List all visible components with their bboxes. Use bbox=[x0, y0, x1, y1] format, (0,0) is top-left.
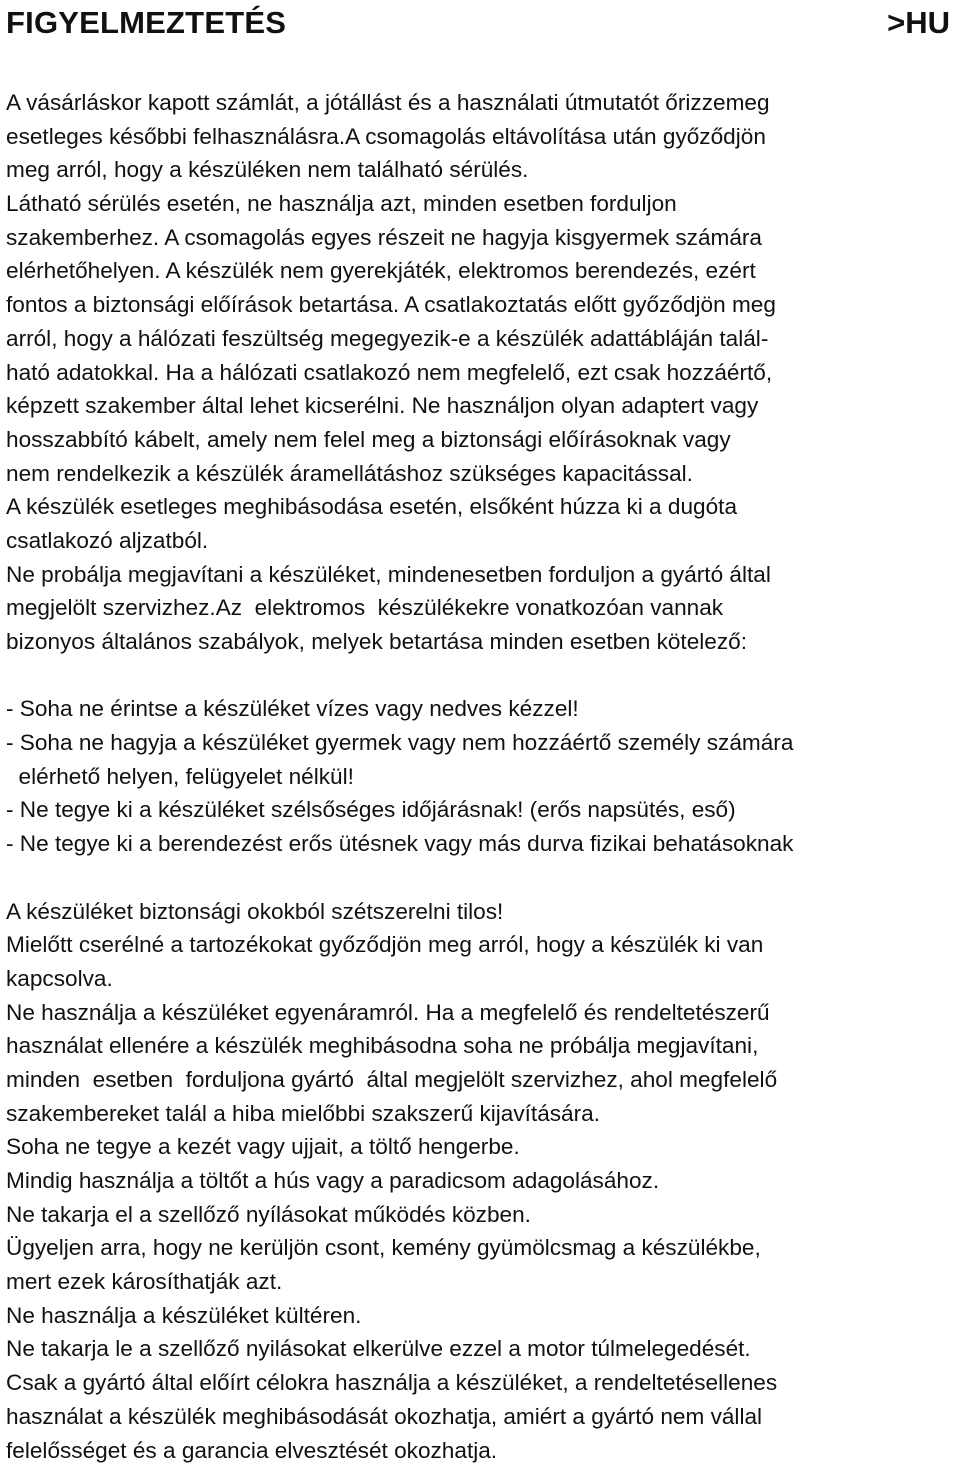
safety-rules-list bbox=[6, 692, 954, 860]
page-title: FIGYELMEZTETÉS bbox=[6, 2, 286, 44]
rule-item: - Soha ne hagyja a készüléket gyermek vagy nem hozzáértő személy számára bbox=[6, 726, 954, 760]
text-line: esetleges későbbi felhasználásra.A csomagolás eltávolítása után győződjön bbox=[6, 120, 954, 154]
text-line: képzett szakember által lehet kicserélni. Ne használjon olyan adaptert vagy bbox=[6, 389, 954, 423]
text-line: csatlakozó aljzatból. bbox=[6, 524, 954, 558]
text-line: minden esetben forduljona gyártó által megjelölt szervizhez, ahol megfelelő bbox=[6, 1063, 954, 1097]
document-body bbox=[6, 86, 954, 1467]
text-line: A vásárláskor kapott számlát, a jótállást és a használati útmutatót őrizzemeg bbox=[6, 86, 954, 120]
text-line: arról, hogy a hálózati feszültség megegyezik-e a készülék adattábláján talál- bbox=[6, 322, 954, 356]
text-line: Ne használja a készüléket egyenáramról. Ha a megfelelő és rendeltetészerű bbox=[6, 996, 954, 1030]
language-code: >HU bbox=[887, 2, 950, 44]
usage-instructions bbox=[6, 895, 954, 1467]
text-line: Mindig használja a töltőt a hús vagy a paradicsom adagolásához. bbox=[6, 1164, 954, 1198]
text-line: hosszabbító kábelt, amely nem felel meg a biztonsági előírásoknak vagy bbox=[6, 423, 954, 457]
page-header bbox=[6, 2, 950, 46]
text-line: Ne takarja el a szellőző nyílásokat működés közben. bbox=[6, 1198, 954, 1232]
text-line: Ne takarja le a szellőző nyilásokat elkerülve ezzel a motor túlmelegedését. bbox=[6, 1332, 954, 1366]
text-line: szakembereket talál a hiba mielőbbi szakszerű kijavítására. bbox=[6, 1097, 954, 1131]
paragraph-spacer bbox=[6, 659, 954, 693]
text-line: mert ezek károsíthatják azt. bbox=[6, 1265, 954, 1299]
rule-item: - Ne tegye ki a berendezést erős ütésnek vagy más durva fizikai behatásoknak bbox=[6, 827, 954, 861]
text-line: Soha ne tegye a kezét vagy ujjait, a töltő hengerbe. bbox=[6, 1130, 954, 1164]
text-line: A készülék esetleges meghibásodása esetén, elsőként húzza ki a dugóta bbox=[6, 490, 954, 524]
text-line: Ügyeljen arra, hogy ne kerüljön csont, kemény gyümölcsmag a készülékbe, bbox=[6, 1231, 954, 1265]
text-line: felelősséget és a garancia elvesztését okozhatja. bbox=[6, 1434, 954, 1467]
text-line: nem rendelkezik a készülék áramellátáshoz szükséges kapacitással. bbox=[6, 457, 954, 491]
text-line: használat ellenére a készülék meghibásodna soha ne próbálja megjavítani, bbox=[6, 1029, 954, 1063]
text-line: kapcsolva. bbox=[6, 962, 954, 996]
text-line: Mielőtt cserélné a tartozékokat győződjön meg arról, hogy a készülék ki van bbox=[6, 928, 954, 962]
intro-paragraph bbox=[6, 86, 954, 659]
text-line: meg arról, hogy a készüléken nem található sérülés. bbox=[6, 153, 954, 187]
paragraph-spacer bbox=[6, 861, 954, 895]
text-line: Ne probálja megjavítani a készüléket, mindenesetben forduljon a gyártó által bbox=[6, 558, 954, 592]
rule-item: - Ne tegye ki a készüléket szélsőséges időjárásnak! (erős napsütés, eső) bbox=[6, 793, 954, 827]
text-line: Ne használja a készüléket kültéren. bbox=[6, 1299, 954, 1333]
text-line: megjelölt szervizhez.Az elektromos készülékekre vonatkozóan vannak bbox=[6, 591, 954, 625]
text-line: Csak a gyártó által előírt célokra használja a készüléket, a rendeltetésellenes bbox=[6, 1366, 954, 1400]
text-line: használat a készülék meghibásodását okozhatja, amiért a gyártó nem vállal bbox=[6, 1400, 954, 1434]
rule-item: - Soha ne érintse a készüléket vízes vagy nedves kézzel! bbox=[6, 692, 954, 726]
text-line: ható adatokkal. Ha a hálózati csatlakozó nem megfelelő, ezt csak hozzáértő, bbox=[6, 356, 954, 390]
rule-item: elérhető helyen, felügyelet nélkül! bbox=[6, 760, 954, 794]
text-line: A készüléket biztonsági okokból szétszerelni tilos! bbox=[6, 895, 954, 929]
text-line: elérhetőhelyen. A készülék nem gyerekjáték, elektromos berendezés, ezért bbox=[6, 254, 954, 288]
text-line: szakemberhez. A csomagolás egyes részeit ne hagyja kisgyermek számára bbox=[6, 221, 954, 255]
text-line: fontos a biztonsági előírások betartása. A csatlakoztatás előtt győződjön meg bbox=[6, 288, 954, 322]
text-line: bizonyos általános szabályok, melyek betartása minden esetben kötelező: bbox=[6, 625, 954, 659]
text-line: Látható sérülés esetén, ne használja azt, minden esetben forduljon bbox=[6, 187, 954, 221]
